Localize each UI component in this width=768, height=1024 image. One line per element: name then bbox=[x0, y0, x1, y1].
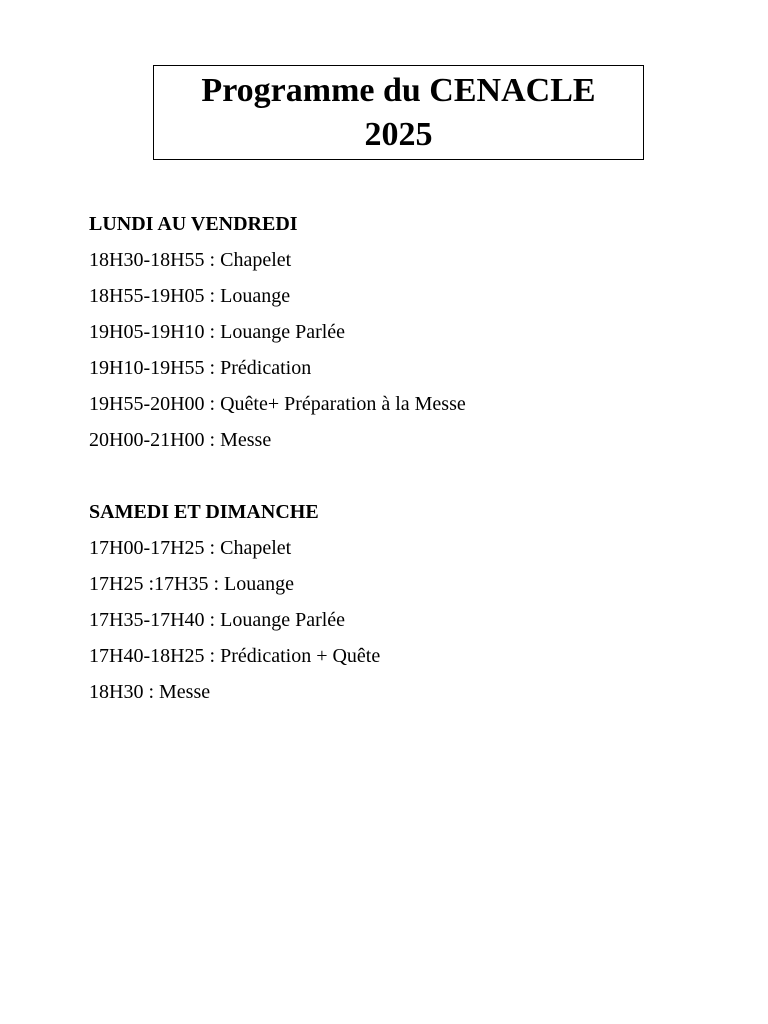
schedule-entry: 18H55-19H05 : Louange bbox=[89, 285, 291, 307]
weekend-schedule-section bbox=[89, 494, 380, 710]
schedule-entry: 17H00-17H25 : Chapelet bbox=[89, 537, 292, 559]
schedule-entry: 18H30-18H55 : Chapelet bbox=[89, 249, 292, 271]
weekday-schedule-section bbox=[89, 206, 466, 458]
schedule-entry: 19H55-20H00 : Quête+ Préparation à la Messe bbox=[89, 393, 466, 415]
schedule-entry: 19H10-19H55 : Prédication bbox=[89, 357, 312, 379]
schedule-entry: 19H05-19H10 : Louange Parlée bbox=[89, 321, 346, 343]
schedule-entry: 20H00-21H00 : Messe bbox=[89, 429, 272, 451]
schedule-entry: 17H25 :17H35 : Louange bbox=[89, 573, 294, 595]
page-title-line-2: 2025 bbox=[364, 115, 433, 153]
title-box bbox=[153, 65, 644, 160]
weekday-heading: LUNDI AU VENDREDI bbox=[89, 213, 298, 235]
weekend-heading: SAMEDI ET DIMANCHE bbox=[89, 501, 319, 523]
page-title-line-1: Programme du CENACLE bbox=[201, 71, 596, 109]
schedule-entry: 17H40-18H25 : Prédication + Quête bbox=[89, 645, 381, 667]
schedule-entry: 18H30 : Messe bbox=[89, 681, 211, 703]
schedule-entry: 17H35-17H40 : Louange Parlée bbox=[89, 609, 346, 631]
